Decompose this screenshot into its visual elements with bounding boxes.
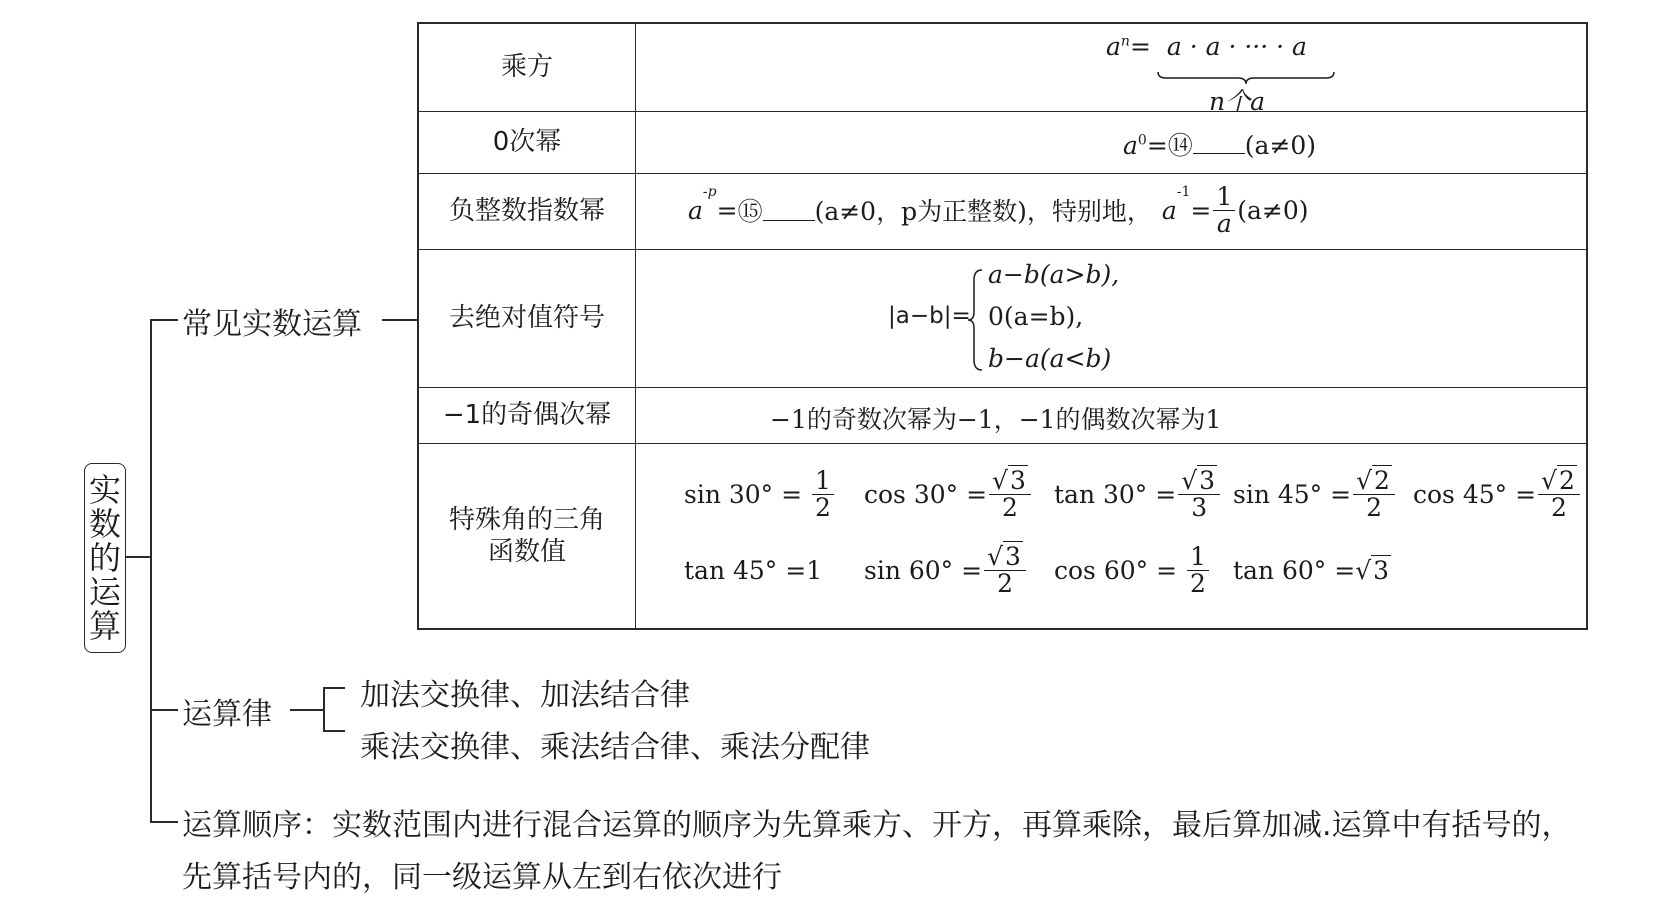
abs-lhs: |a−b|= <box>888 302 971 329</box>
zero-power-cell <box>636 111 1588 173</box>
branch-laws: 运算律 <box>182 697 272 732</box>
row-label-abs: 去绝对值符号 <box>418 249 636 387</box>
trig-tan30: tan 30° = $\frac{√3}{3}$ <box>1054 468 1222 521</box>
order-title: 运算顺序： <box>182 808 332 843</box>
minus-one-text: −1的奇数次幂为−1，−1的偶数次幂为1 <box>770 404 1222 434</box>
laws-bracket-bottom <box>323 730 345 732</box>
power-formula: $a^n= a \cdot a$ · ··· · a <box>1106 32 1307 61</box>
row-label-zero-power: 0次幂 <box>418 111 636 173</box>
tree-trunk <box>150 319 152 822</box>
table-row <box>418 249 1587 387</box>
root-char: 算 <box>88 607 121 645</box>
left-brace <box>966 268 984 372</box>
laws-bracket-top <box>323 687 345 689</box>
laws-bracket <box>323 687 325 731</box>
minus-one-cell <box>636 387 1588 443</box>
answer-blank <box>763 200 815 221</box>
row-label-minus-one: −1的奇偶次幂 <box>418 387 636 443</box>
trig-tan60: tan 60° = √3 <box>1233 555 1390 585</box>
table-row <box>418 111 1587 173</box>
laws-stub <box>290 709 324 711</box>
root-title-box <box>84 463 126 653</box>
branch-line-order <box>150 821 178 823</box>
abs-case-2: 0(a=b), <box>988 301 1084 331</box>
trig-sin30: sin 30° = $\frac{1}{2}$ <box>684 468 836 521</box>
common-operations-table <box>417 22 1588 630</box>
fraction: $\frac{1}{a}$ <box>1213 184 1235 237</box>
row-label-power: 乘方 <box>418 23 636 111</box>
branch-common: 常见实数运算 <box>182 307 362 342</box>
blank-number-15: ⑮ <box>737 197 763 226</box>
branch-line-common <box>150 319 178 321</box>
root-stub <box>125 556 151 558</box>
trig-sin45: sin 45° = $\frac{√2}{2}$ <box>1233 468 1397 521</box>
abs-case-1: a−b(a>b), <box>988 259 1120 289</box>
table-row <box>418 387 1587 443</box>
law-addition: 加法交换律、加法结合律 <box>360 678 690 713</box>
abs-case-3: b−a(a<b) <box>988 343 1112 373</box>
branch-line-laws <box>150 709 178 711</box>
blank-number-14: ⑭ <box>1167 130 1193 160</box>
common-to-table-line <box>382 319 418 321</box>
law-multiplication: 乘法交换律、乘法结合律、乘法分配律 <box>360 730 870 765</box>
order-text-block <box>182 800 1582 904</box>
negative-power-formula: a $^{-p}$ = ⑮ (a≠0，p为正整数)，特别地， a $^{-1}$ = $\frac{1}{a}$ (a≠0) <box>688 181 1309 238</box>
row-label-trig: 特殊角的三角函数值 <box>418 443 636 629</box>
trig-cos30: cos 30° = $\frac{√3}{2}$ <box>864 468 1033 521</box>
trig-tan45: tan 45° = 1 <box>684 555 823 585</box>
order-text: 实数范围内进行混合运算的顺序为先算乘方、开方，再算乘除，最后算加减.运算中有括号的，先算括号内的，同一级运算从左到右依次进行 <box>182 808 1572 895</box>
trig-sin60: sin 60° = $\frac{√3}{2}$ <box>864 544 1028 597</box>
negative-power-cell <box>636 173 1588 249</box>
abs-cell <box>636 249 1588 387</box>
row-label-negative-power: 负整数指数幂 <box>418 173 636 249</box>
table-row <box>418 443 1587 629</box>
answer-blank <box>1193 133 1245 154</box>
root-char: 数 <box>88 505 121 543</box>
root-char: 实 <box>88 471 121 509</box>
zero-power-formula: $a^0=⑭$ (a≠0) <box>1123 130 1317 160</box>
trig-cos60: cos 60° = $\frac{1}{2}$ <box>1054 544 1211 597</box>
root-char: 的 <box>88 539 121 577</box>
table-row <box>418 173 1587 249</box>
trig-values-cell <box>636 443 1588 629</box>
root-char: 运 <box>88 573 121 611</box>
power-formula-cell <box>636 23 1588 116</box>
table-row <box>418 23 1587 111</box>
power-product: a · a · ··· · a <box>1166 32 1307 61</box>
brace-note: n个a <box>1209 87 1266 116</box>
trig-cos45: cos 45° = $\frac{√2}{2}$ <box>1413 468 1582 521</box>
